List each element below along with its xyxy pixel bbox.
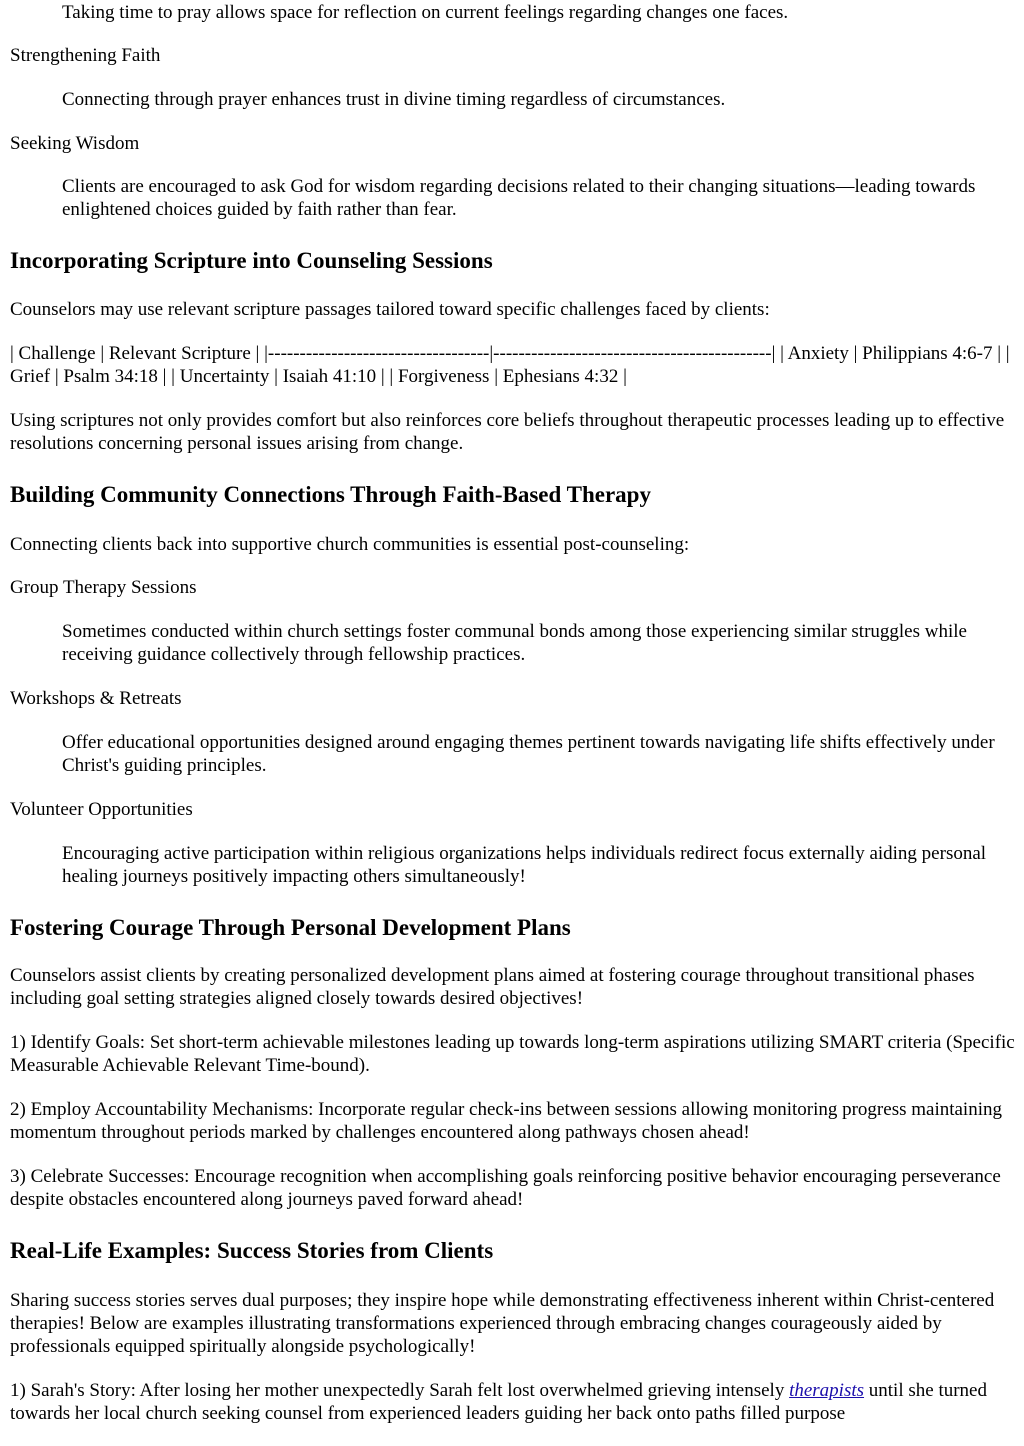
courage-intro: Counselors assist clients by creating personalized development plans aimed at fostering courage throughout transitional phases including goal setting strategies aligned closely towards desired objectives! (10, 965, 975, 1009)
story-sarah-after: until she turned towards her local church seeking counsel from experienced leaders guiding her back onto paths filled purpose (10, 1380, 987, 1424)
term-group-therapy: Group Therapy Sessions (10, 577, 197, 598)
desc-strengthening-faith: Connecting through prayer enhances trust in divine timing regardless of circumstances. (62, 89, 726, 110)
desc-group-therapy: Sometimes conducted within church settings foster communal bonds among those experiencing similar struggles while receiving guidance collectively through fellowship practices. (62, 621, 967, 665)
heading-incorporating-scripture: Incorporating Scripture into Counseling Sessions (10, 248, 493, 273)
desc-workshops-retreats: Offer educational opportunities designed around engaging themes pertinent towards navigating life shifts effectively under Christ's guiding principles. (62, 732, 995, 776)
desc-seeking-wisdom: Clients are encouraged to ask God for wisdom regarding decisions related to their changing situations—leading towards enlightened choices guided by faith rather than fear. (62, 176, 976, 220)
courage-step-3: 3) Celebrate Successes: Encourage recognition when accomplishing goals reinforcing positive behavior encouraging perseverance despite obstacles encountered along journeys paved forward ahead! (10, 1166, 1001, 1210)
term-seeking-wisdom: Seeking Wisdom (10, 133, 140, 154)
desc-volunteer-opportunities: Encouraging active participation within religious organizations helps individuals redirect focus externally aiding personal healing journeys positively impacting others simultaneously! (62, 843, 987, 887)
scripture-table-text: | Challenge | Relevant Scripture | |-----------------------------------|--------------------------------------------| | Anxiety | Philippians 4:6-7 | | Grief | Psalm 34:18 | | Uncertainty | Isaiah 41:10 | | Forgiveness | Ephesians 4:32 | (10, 343, 1010, 387)
term-strengthening-faith: Strengthening Faith (10, 45, 161, 66)
term-volunteer-opportunities: Volunteer Opportunities (10, 799, 193, 820)
community-intro: Connecting clients back into supportive church communities is essential post-counseling: (10, 534, 690, 555)
story-sarah (10, 1379, 1016, 1425)
story-sarah-before: 1) Sarah's Story: After losing her mother unexpectedly Sarah felt lost overwhelmed grieving intensely (10, 1380, 790, 1401)
heading-fostering-courage: Fostering Courage Through Personal Development Plans (10, 915, 571, 940)
scripture-closing: Using scriptures not only provides comfort but also reinforces core beliefs throughout therapeutic processes leading up to effective resolutions concerning personal issues arising from change. (10, 410, 1005, 454)
heading-real-life-examples: Real-Life Examples: Success Stories from Clients (10, 1238, 494, 1263)
courage-step-2: 2) Employ Accountability Mechanisms: Incorporate regular check-ins between sessions allowing monitoring progress maintaining momentum throughout periods marked by challenges encountered along pathways chosen ahead! (10, 1099, 1002, 1143)
therapists-link[interactable]: therapists (789, 1380, 865, 1401)
scripture-intro: Counselors may use relevant scripture passages tailored toward specific challenges faced by clients: (10, 299, 770, 320)
stories-intro: Sharing success stories serves dual purposes; they inspire hope while demonstrating effectiveness inherent within Christ-centered therapies! Below are examples illustrating transformations experienced through embracing changes courageously aided by professionals equipped spiritually alongside psychologically! (10, 1290, 995, 1357)
heading-building-community: Building Community Connections Through Faith-Based Therapy (10, 482, 651, 507)
prayer-reflection-text: Taking time to pray allows space for reflection on current feelings regarding changes one faces. (62, 2, 789, 23)
courage-step-1: 1) Identify Goals: Set short-term achievable milestones leading up towards long-term aspirations utilizing SMART criteria (Specific Measurable Achievable Relevant Time-bound). (10, 1032, 1015, 1076)
term-workshops-retreats: Workshops & Retreats (10, 688, 182, 709)
